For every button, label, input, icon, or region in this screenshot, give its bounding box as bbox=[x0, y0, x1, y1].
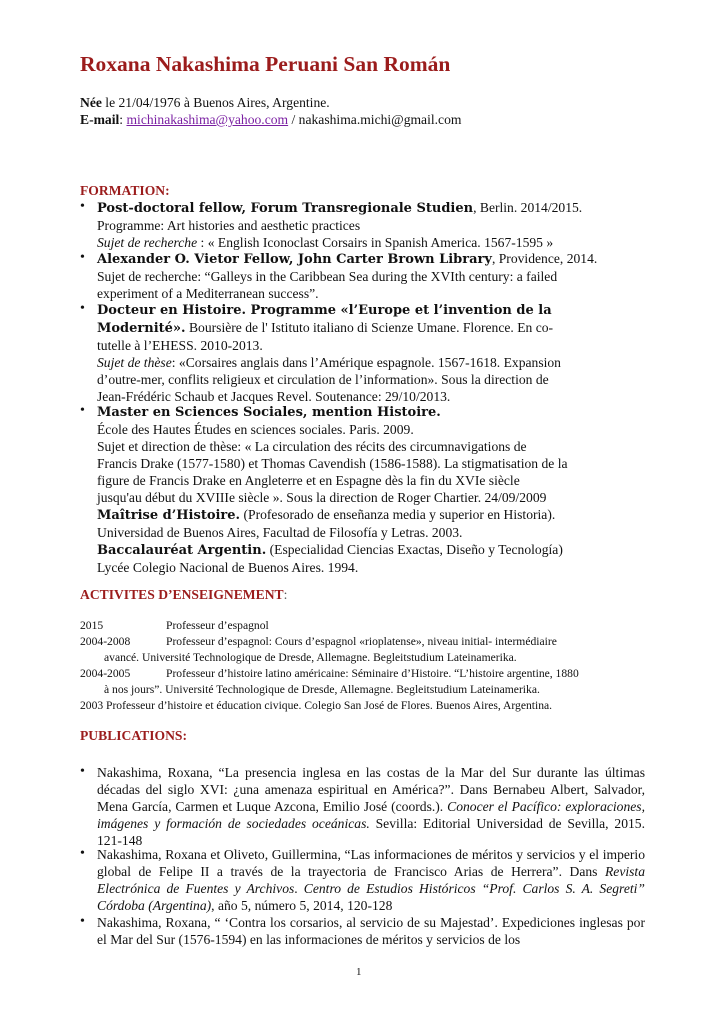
teaching-year: 2004-2008 bbox=[80, 635, 131, 648]
teaching-row bbox=[80, 698, 646, 714]
entry-text: , Berlin. 2014/2015. bbox=[473, 200, 583, 215]
entry-italic: Sujet de recherche bbox=[97, 235, 198, 250]
email-label: E-mail bbox=[80, 112, 120, 127]
pub-title: Conocer el Pacífico: exploraciones, imágenes y formación de sociedades oceánicas. bbox=[97, 799, 645, 831]
section-publications-heading: PUBLICATIONS: bbox=[80, 728, 188, 743]
email-sep: : bbox=[119, 112, 127, 127]
bullet: • bbox=[80, 403, 85, 418]
entry-text: figure de Francis Drake en Angleterre et en Espagne dès la fin du XVIe siècle bbox=[97, 473, 520, 488]
teaching-list bbox=[80, 618, 646, 714]
bullet: • bbox=[80, 846, 85, 861]
entry-title: Modernité». bbox=[97, 321, 186, 336]
teaching-text: Professeur d’espagnol: Cours d’espagnol «rioplatense», niveau initial- intermédiaire bbox=[166, 635, 557, 648]
entry-text: : « English Iconoclast Corsairs in Spanish America. 1567-1595 » bbox=[197, 235, 554, 250]
pub-text: Sevilla: Editorial Universidad de Sevilla, 2015. 121-148 bbox=[97, 816, 645, 848]
formation-entry bbox=[97, 301, 649, 405]
entry-text: Francis Drake (1577-1580) et Thomas Cavendish (1586-1588). La stigmatisation de la bbox=[97, 456, 568, 471]
pub-text: Nakashima, Roxana, “La presencia inglesa en las costas de la Mar del Sur durante las últimas décadas del siglo XVI: ¿una amenaza espiritual en América?”. Dans Bernabeu Albert, Salvador, Mena García, Carmen et Luque Azcona, Emilio José (coords.). bbox=[97, 765, 645, 814]
entry-text: Jean-Frédéric Schaub et Jacques Revel. Soutenance: 29/10/2013. bbox=[97, 389, 451, 404]
entry-text: jusqu'au début du XVIIIe siècle ». Sous la direction de Roger Chartier. 24/09/2009 bbox=[97, 490, 547, 505]
section-teaching-colon: : bbox=[283, 587, 288, 602]
entry-text: (Especialidad Ciencias Exactas, Diseño y Tecnología) bbox=[266, 542, 563, 557]
teaching-text-cont: à nos jours”. Université Technologique de Dresde, Allemagne. Begleitstudium Lateinamerika. bbox=[104, 683, 540, 696]
entry-text: , Providence, 2014. bbox=[491, 251, 598, 266]
publication-item bbox=[97, 846, 645, 914]
page-title: Roxana Nakashima Peruani San Román bbox=[80, 52, 451, 76]
pub-text: . bbox=[294, 881, 304, 896]
entry-title: Alexander O. Vietor Fellow, John Carter Brown Library bbox=[97, 252, 492, 267]
entry-title: Post-doctoral fellow, Forum Transregionale Studien bbox=[97, 201, 474, 216]
section-teaching-title: ACTIVITES D’ENSEIGNEMENT bbox=[80, 587, 284, 602]
formation-entry bbox=[97, 403, 649, 576]
birth-line bbox=[80, 95, 330, 111]
publication-item bbox=[97, 764, 645, 849]
section-teaching-heading bbox=[80, 587, 287, 603]
teaching-year: 2003 bbox=[80, 699, 104, 712]
pub-title: Revista Electrónica de Fuentes y Archivos bbox=[97, 864, 645, 896]
birth-label: Née bbox=[80, 95, 102, 110]
section-formation-heading: FORMATION: bbox=[80, 183, 170, 198]
teaching-row bbox=[80, 618, 646, 634]
teaching-year: 2004-2005 bbox=[80, 667, 131, 680]
formation-entry bbox=[97, 250, 649, 302]
pub-title: Centro de Estudios Históricos “Prof. Carlos S. A. Segreti” Córdoba (Argentina) bbox=[97, 881, 645, 913]
page-number: 1 bbox=[356, 966, 362, 978]
entry-title: Maîtrise d’Histoire. bbox=[97, 508, 241, 523]
birth-text: le 21/04/1976 à Buenos Aires, Argentine. bbox=[101, 95, 330, 110]
entry-text: École des Hautes Études en sciences sociales. Paris. 2009. bbox=[97, 422, 414, 437]
teaching-text: Professeur d’histoire et éducation civique. Colegio San José de Flores. Buenos Aires, Argentina. bbox=[106, 699, 553, 712]
bullet: • bbox=[80, 199, 85, 214]
teaching-row bbox=[80, 634, 646, 650]
entry-title: Docteur en Histoire. Programme «l’Europe et l’invention de la bbox=[97, 303, 552, 318]
entry-text: Universidad de Buenos Aires, Facultad de Filosofía y Letras. 2003. bbox=[97, 525, 463, 540]
email-line bbox=[80, 112, 461, 128]
bullet: • bbox=[80, 764, 85, 779]
pub-text: , año 5, número 5, 2014, 120-128 bbox=[211, 898, 393, 913]
formation-entry bbox=[97, 199, 649, 251]
pub-text: Nakashima, Roxana et Oliveto, Guillermina, “Las informaciones de méritos y servicios y el imperio global de Felipe II a través de la trayectoria de Francisco Arias de Herrera”. Dans bbox=[97, 847, 645, 879]
entry-text: Lycée Colegio Nacional de Buenos Aires. 1994. bbox=[97, 560, 359, 575]
email-link[interactable]: michinakashima@yahoo.com bbox=[126, 112, 289, 127]
entry-text: Programme: Art histories and aesthetic practices bbox=[97, 218, 361, 233]
entry-text: (Profesorado de enseñanza media y superior en Historia). bbox=[240, 507, 556, 522]
teaching-year: 2015 bbox=[80, 619, 104, 632]
entry-text: experiment of a Mediterranean success”. bbox=[97, 286, 319, 301]
bullet: • bbox=[80, 914, 85, 929]
entry-italic: Sujet de thèse bbox=[97, 355, 172, 370]
teaching-row bbox=[80, 666, 646, 682]
teaching-text: Professeur d’espagnol bbox=[166, 619, 269, 632]
entry-text: Boursière de l' Istituto italiano di Scienze Umane. Florence. En co- bbox=[185, 320, 554, 335]
bullet: • bbox=[80, 301, 85, 316]
entry-text: tutelle à l’EHESS. 2010-2013. bbox=[97, 338, 263, 353]
pub-text: Nakashima, Roxana, “ ‘Contra los corsarios, al servicio de su Majestad’. Expediciones inglesas por el Mar del Sur (1576-1594) en las informaciones de méritos y servicios de los bbox=[97, 915, 645, 947]
publication-item bbox=[97, 914, 645, 948]
entry-text: d’outre-mer, conflits religieux et circulation de l’information». Sous la direction de bbox=[97, 372, 549, 387]
entry-text: Sujet de recherche: “Galleys in the Caribbean Sea during the XVIth century: a failed bbox=[97, 269, 558, 284]
email-alt: / nakashima.michi@gmail.com bbox=[288, 112, 462, 127]
bullet: • bbox=[80, 250, 85, 265]
entry-text: Sujet et direction de thèse: « La circulation des récits des circumnavigations de bbox=[97, 439, 527, 454]
entry-title: Master en Sciences Sociales, mention Histoire. bbox=[97, 405, 441, 420]
teaching-text-cont: avancé. Université Technologique de Dresde, Allemagne. Begleitstudium Lateinamerika. bbox=[104, 651, 517, 664]
entry-text: : «Corsaires anglais dans l’Amérique espagnole. 1567-1618. Expansion bbox=[171, 355, 561, 370]
entry-title: Baccalauréat Argentin. bbox=[97, 543, 267, 558]
teaching-text: Professeur d’histoire latino américaine: Séminaire d’Histoire. “L’histoire argentine, 1880 bbox=[166, 667, 579, 680]
